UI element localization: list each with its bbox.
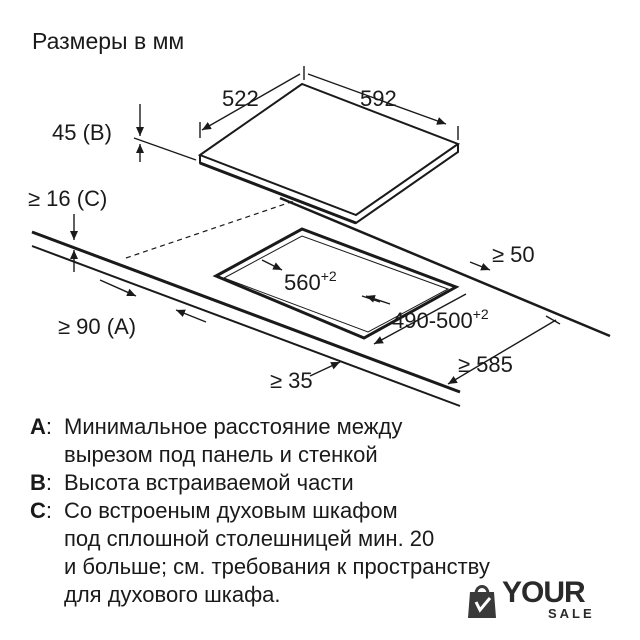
watermark-logo [462,574,608,630]
label-16-c: ≥ 16 (C) [28,186,108,211]
page-title: Размеры в мм [32,28,185,54]
legend-row-a [30,413,630,469]
label-35: ≥ 35 [270,368,313,393]
countertop-drawing [32,198,610,406]
label-592: 592 [360,86,397,111]
legend-key-c: C : [30,497,64,609]
legend-key-a: A : [30,413,64,469]
label-585: ≥ 585 [458,352,513,377]
watermark-word: YOUR [502,576,585,609]
legend-text-b: Высота встраиваемой части [64,470,354,495]
label-522: 522 [222,86,259,111]
label-50: ≥ 50 [492,242,535,267]
label-45-b: 45 (B) [52,120,112,145]
legend-text-a: Минимальное расстояние между вырезом под панель и стенкой [64,414,403,467]
watermark-sub: SALE [548,606,595,621]
legend-text-c: Со встроеным духовым шкафом под сплошной столешницей мин. 20 и больше; см. требования к пространству для духового шкафа. [64,498,490,607]
shopping-bag-icon [464,580,500,620]
label-90-a: ≥ 90 (A) [58,314,137,339]
legend-row-b [30,469,630,497]
label-490-500: $490-500^{+2}$ [392,306,489,333]
legend-key-b: B : [30,469,64,497]
label-560: $560^{+2}$ [284,268,337,295]
